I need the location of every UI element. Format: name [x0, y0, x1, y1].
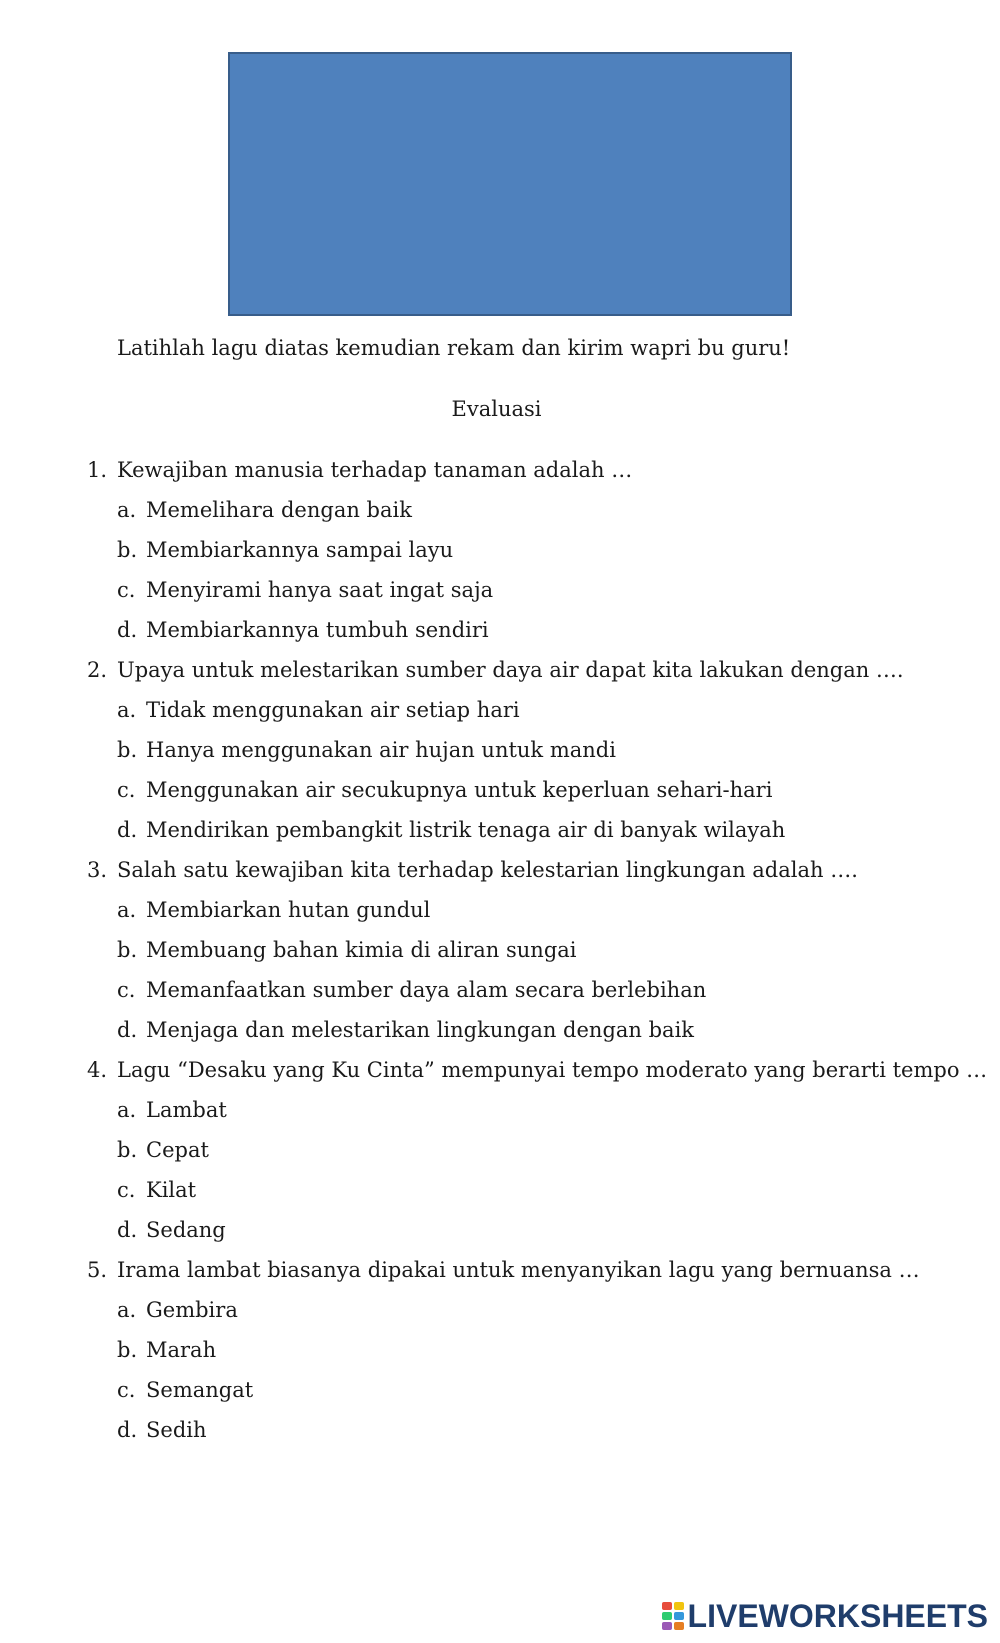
option-letter: a.	[117, 498, 137, 522]
answer-option	[0, 1415, 1000, 1455]
option-letter: d.	[117, 818, 138, 842]
answer-option	[0, 1095, 1000, 1135]
brand-text: LIVEWORKSHEETS	[687, 1597, 988, 1634]
answer-option	[0, 935, 1000, 975]
option-text: Cepat	[146, 1138, 209, 1162]
option-text: Tidak menggunakan air setiap hari	[146, 698, 520, 722]
option-letter: d.	[117, 618, 138, 642]
answer-option	[0, 575, 1000, 615]
liveworksheets-brand	[662, 1598, 988, 1634]
option-letter: a.	[117, 1098, 137, 1122]
question-text: Salah satu kewajiban kita terhadap kelestarian lingkungan adalah ….	[117, 858, 858, 882]
option-letter: a.	[117, 898, 137, 922]
logo-square	[662, 1602, 672, 1610]
media-placeholder	[228, 52, 792, 316]
logo-square	[674, 1612, 684, 1620]
option-letter: d.	[117, 1218, 138, 1242]
option-text: Menggunakan air secukupnya untuk keperluan sehari-hari	[146, 778, 773, 802]
option-letter: c.	[117, 978, 136, 1002]
question-number: 5.	[87, 1258, 108, 1282]
option-text: Membiarkannya tumbuh sendiri	[146, 618, 489, 642]
logo-square	[662, 1612, 672, 1620]
logo-square	[674, 1602, 684, 1610]
question-5	[0, 1255, 1000, 1295]
option-text: Semangat	[146, 1378, 254, 1402]
option-letter: c.	[117, 778, 136, 802]
answer-option	[0, 975, 1000, 1015]
question-number: 1.	[87, 458, 108, 482]
option-text: Lambat	[146, 1098, 227, 1122]
option-text: Membiarkan hutan gundul	[146, 898, 431, 922]
option-text: Gembira	[146, 1298, 238, 1322]
question-4	[0, 1055, 1000, 1095]
question-list	[0, 455, 1000, 1455]
option-text: Sedih	[146, 1418, 207, 1442]
option-letter: b.	[117, 1338, 138, 1362]
option-text: Memanfaatkan sumber daya alam secara berlebihan	[146, 978, 707, 1002]
answer-option	[0, 735, 1000, 775]
question-number: 2.	[87, 658, 108, 682]
option-letter: b.	[117, 1138, 138, 1162]
question-2	[0, 655, 1000, 695]
answer-option	[0, 1015, 1000, 1055]
option-text: Membiarkannya sampai layu	[146, 538, 454, 562]
option-text: Menjaga dan melestarikan lingkungan dengan baik	[146, 1018, 695, 1042]
option-letter: a.	[117, 698, 137, 722]
option-letter: c.	[117, 1378, 136, 1402]
question-3	[0, 855, 1000, 895]
answer-option	[0, 495, 1000, 535]
question-text: Upaya untuk melestarikan sumber daya air dapat kita lakukan dengan ….	[117, 658, 904, 682]
answer-option	[0, 535, 1000, 575]
option-text: Marah	[146, 1338, 217, 1362]
option-text: Kilat	[146, 1178, 197, 1202]
answer-option	[0, 1295, 1000, 1335]
answer-option	[0, 1175, 1000, 1215]
instruction-text: Latihlah lagu diatas kemudian rekam dan kirim wapri bu guru!	[117, 336, 791, 360]
logo-square	[662, 1622, 672, 1630]
option-text: Mendirikan pembangkit listrik tenaga air di banyak wilayah	[146, 818, 786, 842]
option-letter: b.	[117, 538, 138, 562]
logo-square	[674, 1622, 684, 1630]
answer-option	[0, 1215, 1000, 1255]
answer-option	[0, 1375, 1000, 1415]
question-number: 4.	[87, 1058, 108, 1082]
answer-option	[0, 615, 1000, 655]
section-title: Evaluasi	[451, 397, 542, 421]
answer-option	[0, 1335, 1000, 1375]
liveworksheets-logo-icon	[662, 1602, 684, 1630]
question-text: Irama lambat biasanya dipakai untuk menyanyikan lagu yang bernuansa …	[117, 1258, 920, 1282]
option-letter: c.	[117, 578, 136, 602]
question-1	[0, 455, 1000, 495]
option-text: Membuang bahan kimia di aliran sungai	[146, 938, 577, 962]
answer-option	[0, 815, 1000, 855]
option-text: Sedang	[146, 1218, 226, 1242]
option-text: Memelihara dengan baik	[146, 498, 412, 522]
option-text: Menyirami hanya saat ingat saja	[146, 578, 494, 602]
option-letter: d.	[117, 1418, 138, 1442]
question-number: 3.	[87, 858, 108, 882]
question-text: Lagu “Desaku yang Ku Cinta” mempunyai tempo moderato yang berarti tempo …	[117, 1058, 988, 1082]
answer-option	[0, 695, 1000, 735]
option-letter: a.	[117, 1298, 137, 1322]
option-letter: b.	[117, 938, 138, 962]
question-text: Kewajiban manusia terhadap tanaman adalah …	[117, 458, 633, 482]
option-letter: c.	[117, 1178, 136, 1202]
answer-option	[0, 895, 1000, 935]
option-text: Hanya menggunakan air hujan untuk mandi	[146, 738, 616, 762]
answer-option	[0, 1135, 1000, 1175]
answer-option	[0, 775, 1000, 815]
option-letter: d.	[117, 1018, 138, 1042]
option-letter: b.	[117, 738, 138, 762]
